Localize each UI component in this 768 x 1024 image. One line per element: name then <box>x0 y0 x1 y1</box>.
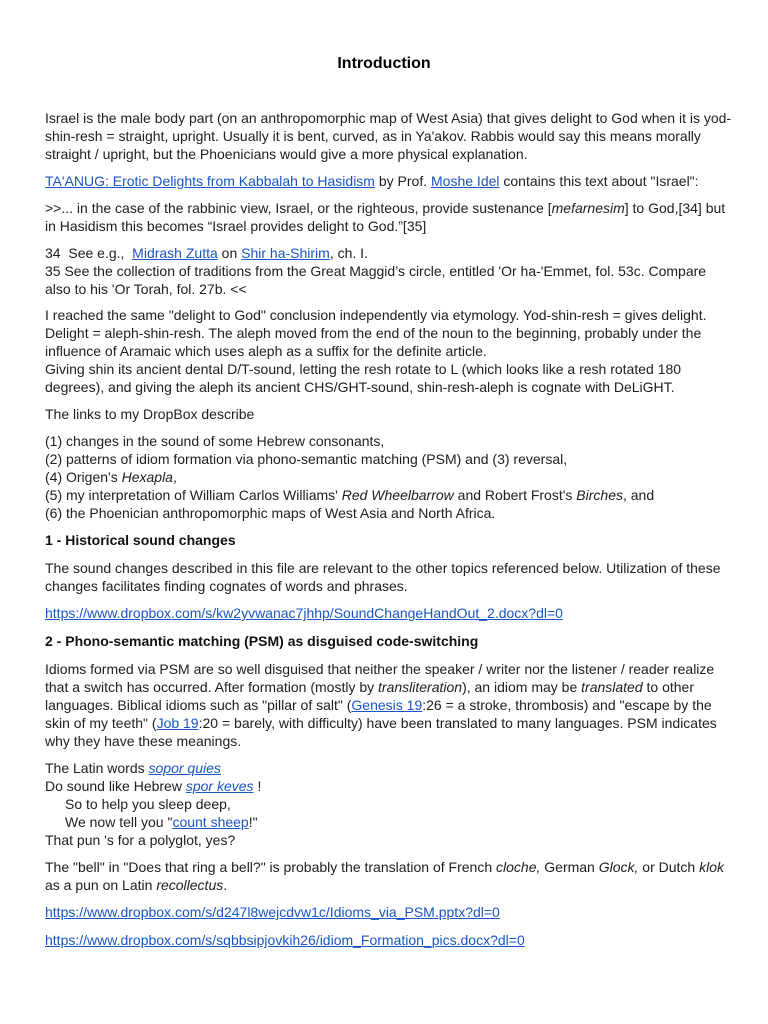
bell-b: German <box>540 859 599 875</box>
etymology-paragraph-a: I reached the same "delight to God" conclusion independently via etymology. Yod-shin-resh = gives delight. Delight = aleph-shin-resh. The aleph moved from the end of the noun to the beginning, probably under the influence of Aramaic which uses aleph as a suffix for the definite article. <box>45 307 707 359</box>
poem-line-1 <box>45 760 221 776</box>
book-reference-tail: contains this text about "Israel": <box>499 173 699 189</box>
bell-a: The "bell" in "Does that ring a bell?" is probably the translation of French <box>45 859 497 875</box>
book-title-link[interactable]: TA'ANUG: Erotic Delights from Kabbalah to Hasidism <box>45 173 375 189</box>
s2-text-2: ), an idiom may be <box>462 679 582 695</box>
genesis-19-link[interactable]: Genesis 19 <box>351 697 423 713</box>
count-sheep-link[interactable]: count sheep <box>172 814 249 830</box>
s2-text-3: to other languages. Biblical idioms such as "pillar of salt" ( <box>45 679 694 713</box>
spor-keves-link[interactable]: spor keves <box>185 778 254 794</box>
list-item-5-post: , and <box>622 487 655 503</box>
list-item-5-pre: (5) my interpretation of William Carlos Williams' <box>45 487 342 503</box>
page-title: Introduction <box>337 55 431 72</box>
footnote-35: 35 See the collection of traditions from the Great Maggid’s circle, entitled 'Or ha-'Emmet, fol. 53c. Compare also to his 'Or Torah, fol. 27b. << <box>45 263 707 297</box>
quote-italic: mefarnesim <box>551 200 625 216</box>
red-wheelbarrow-italic: Red Wheelbarrow <box>341 487 454 503</box>
idioms-url-row <box>45 903 735 921</box>
klok-italic: klok <box>699 859 725 875</box>
translated-italic: translated <box>581 679 643 695</box>
poem-line-4-pre: We now tell you " <box>65 814 173 830</box>
bell-d: as a pun on Latin <box>45 877 157 893</box>
idiom-pics-url-row <box>45 931 735 949</box>
transliteration-italic: transliteration <box>378 679 463 695</box>
etymology-paragraph-b: Giving shin its ancient dental D/T-sound, letting the resh rotate to L (which looks like a resh rotated 180 degrees), and giving the aleph its ancient CHS/GHT-sound, shin-resh-aleph is cognate with DeLiGHT. <box>45 361 682 395</box>
shir-ha-shirim-link[interactable]: Shir ha-Shirim <box>241 245 330 261</box>
section-1-url-row <box>45 604 735 622</box>
job-19-link[interactable]: Job 19 <box>156 715 199 731</box>
poem-line-3: So to help you sleep deep, <box>65 796 231 812</box>
author-link[interactable]: Moshe Idel <box>431 173 500 189</box>
birches-italic: Birches <box>576 487 623 503</box>
footnote-34-post: , ch. I. <box>329 245 368 261</box>
list-item-4-pre: (4) Origen's <box>45 469 122 485</box>
poem-line-1-pre: The Latin words <box>45 760 149 776</box>
footnote-34-mid: on <box>217 245 242 261</box>
by-text: by Prof. <box>374 173 432 189</box>
poem <box>45 759 735 849</box>
quote-paragraph <box>45 199 735 235</box>
cloche-italic: cloche, <box>496 859 541 875</box>
bell-c: or Dutch <box>638 859 700 875</box>
s2-text-1: Idioms formed via PSM are so well disguised that neither the speaker / writer nor the listener / reader realize that a switch has occurred. After formation (mostly by <box>45 661 715 695</box>
section-2-heading: 2 - Phono-semantic matching (PSM) as disguised code-switching <box>45 633 479 649</box>
poem-line-5: That pun 's for a polyglot, yes? <box>45 832 236 848</box>
idioms-psm-dropbox-link[interactable]: https://www.dropbox.com/s/d247l8wejcdvw1c/Idioms_via_PSM.pptx?dl=0 <box>45 904 500 920</box>
poem-line-2-post: ! <box>253 778 262 794</box>
list-item-5-mid: and Robert Frost's <box>453 487 577 503</box>
document-body <box>45 109 735 959</box>
poem-line-4 <box>45 814 258 830</box>
list-item-5 <box>45 487 654 503</box>
section-1-text: The sound changes described in this file are relevant to the other topics referenced below. Utilization of these changes facilitates finding cognates of words and phrases. <box>45 560 721 594</box>
section-2-text <box>45 660 735 750</box>
poem-line-4-post: !" <box>248 814 258 830</box>
intro-paragraph: Israel is the male body part (on an anthropomorphic map of West Asia) that gives delight to God when it is yod-shin-resh = straight, upright. Usually it is bent, curved, as in Ya'akov. Rabbis would say this means morally straight / upright, but the Phoenicians would give a more physical explanation. <box>45 110 732 162</box>
list-item-4 <box>45 469 177 485</box>
quote-text-b: ] to God,[34] but in Hasidism this becomes “Israel provides delight to God.”[35] <box>45 200 726 234</box>
recollectus-italic: recollectus <box>156 877 224 893</box>
topic-list <box>45 432 735 522</box>
midrash-zutta-link[interactable]: Midrash Zutta <box>132 245 218 261</box>
list-item-6: (6) the Phoenician anthropomorphic maps of West Asia and North Africa. <box>45 505 496 521</box>
poem-line-2-pre: Do sound like Hebrew <box>45 778 186 794</box>
glock-italic: Glock, <box>598 859 639 875</box>
idiom-formation-pics-dropbox-link[interactable]: https://www.dropbox.com/s/sqbbsipjovkih26/idiom_Formation_pics.docx?dl=0 <box>45 932 525 948</box>
quote-text-a: >>... in the case of the rabbinic view, Israel, or the righteous, provide sustenance [ <box>45 200 552 216</box>
list-item-2: (2) patterns of idiom formation via phono-semantic matching (PSM) and (3) reversal, <box>45 451 568 467</box>
sound-change-dropbox-link[interactable]: https://www.dropbox.com/s/kw2yvwanac7jhhp/SoundChangeHandOut_2.docx?dl=0 <box>45 605 563 621</box>
section-1-heading: 1 - Historical sound changes <box>45 532 236 548</box>
poem-line-2 <box>45 778 261 794</box>
footnote-34-pre: 34 See e.g., <box>45 245 133 261</box>
s2-text-5: :20 = barely, with difficulty) have been translated to many languages. PSM indicates why they have these meanings. <box>45 715 717 749</box>
bell-e: . <box>223 877 228 893</box>
footnote-34 <box>45 244 735 262</box>
sopor-quies-link[interactable]: sopor quies <box>148 760 221 776</box>
book-reference-paragraph <box>45 172 735 190</box>
list-item-1: (1) changes in the sound of some Hebrew consonants, <box>45 433 385 449</box>
links-intro: The links to my DropBox describe <box>45 406 255 422</box>
hexapla-italic: Hexapla <box>121 469 173 485</box>
bell-paragraph <box>45 858 735 894</box>
list-item-4-post: , <box>172 469 177 485</box>
footnotes <box>45 244 735 298</box>
s2-text-4: :26 = a stroke, thrombosis) and "escape by the skin of my teeth" ( <box>45 697 712 731</box>
